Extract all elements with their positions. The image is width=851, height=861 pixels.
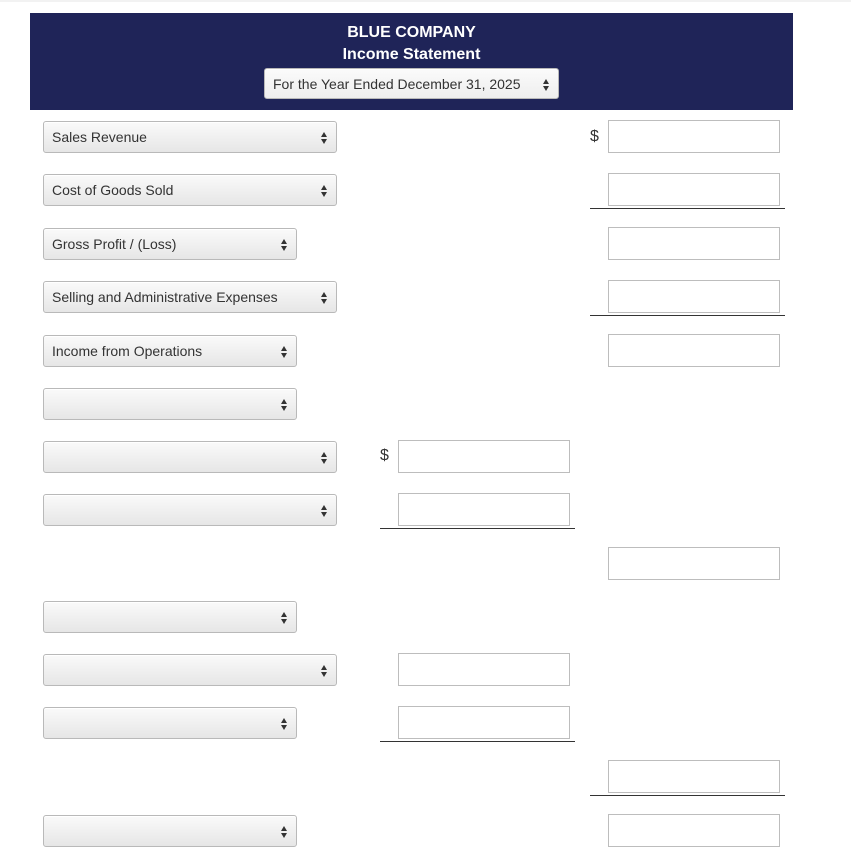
line-item-select-7[interactable] — [43, 441, 337, 473]
line-item-select-2-value: Cost of Goods Sold — [52, 182, 174, 198]
line-item-select-11[interactable] — [43, 654, 337, 686]
line-item-select-4[interactable] — [43, 281, 337, 313]
line-item-select-12[interactable] — [43, 707, 297, 739]
chevron-up-down-icon — [321, 504, 329, 518]
line-item-select-3-value: Gross Profit / (Loss) — [52, 236, 177, 252]
top-divider — [0, 0, 851, 2]
chevron-up-down-icon — [281, 611, 289, 625]
chevron-up-down-icon — [281, 825, 289, 839]
amount-input-13[interactable] — [608, 760, 780, 793]
line-item-select-14[interactable] — [43, 815, 297, 847]
amount-input-14[interactable] — [608, 814, 780, 847]
chevron-up-down-icon — [281, 238, 289, 252]
line-item-select-6[interactable] — [43, 388, 297, 420]
dollar-sign-detail: $ — [380, 447, 389, 464]
amount-input-3[interactable] — [608, 227, 780, 260]
chevron-up-down-icon — [321, 664, 329, 678]
subtotal-underline — [590, 315, 785, 316]
chevron-up-down-icon — [321, 291, 329, 305]
detail-amount-input-7[interactable] — [398, 440, 570, 473]
chevron-up-down-icon — [321, 131, 329, 145]
chevron-up-down-icon — [321, 184, 329, 198]
line-item-select-4-value: Selling and Administrative Expenses — [52, 289, 278, 305]
detail-underline — [380, 528, 575, 529]
line-item-select-5-value: Income from Operations — [52, 343, 203, 359]
period-select-value: For the Year Ended December 31, 2025 — [273, 76, 521, 92]
dollar-sign-total: $ — [590, 128, 599, 145]
chevron-up-down-icon — [321, 451, 329, 465]
chevron-up-down-icon — [543, 78, 551, 92]
amount-input-5[interactable] — [608, 334, 780, 367]
detail-underline — [380, 741, 575, 742]
line-item-select-5[interactable] — [43, 335, 297, 367]
period-select[interactable] — [264, 68, 559, 99]
subtotal-underline — [590, 795, 785, 796]
line-item-select-3[interactable] — [43, 228, 297, 260]
amount-input-9[interactable] — [608, 547, 780, 580]
chevron-up-down-icon — [281, 398, 289, 412]
amount-input-4[interactable] — [608, 280, 780, 313]
amount-input-2[interactable] — [608, 173, 780, 206]
detail-amount-input-12[interactable] — [398, 706, 570, 739]
line-item-select-2[interactable] — [43, 174, 337, 206]
line-item-select-10[interactable] — [43, 601, 297, 633]
detail-amount-input-8[interactable] — [398, 493, 570, 526]
line-item-select-1-value: Sales Revenue — [52, 129, 147, 145]
chevron-up-down-icon — [281, 345, 289, 359]
line-item-select-8[interactable] — [43, 494, 337, 526]
chevron-up-down-icon — [281, 717, 289, 731]
detail-amount-input-11[interactable] — [398, 653, 570, 686]
line-item-select-1[interactable] — [43, 121, 337, 153]
amount-input-1[interactable] — [608, 120, 780, 153]
statement-title: Income Statement — [342, 46, 481, 63]
subtotal-underline — [590, 208, 785, 209]
company-name: BLUE COMPANY — [347, 24, 476, 41]
